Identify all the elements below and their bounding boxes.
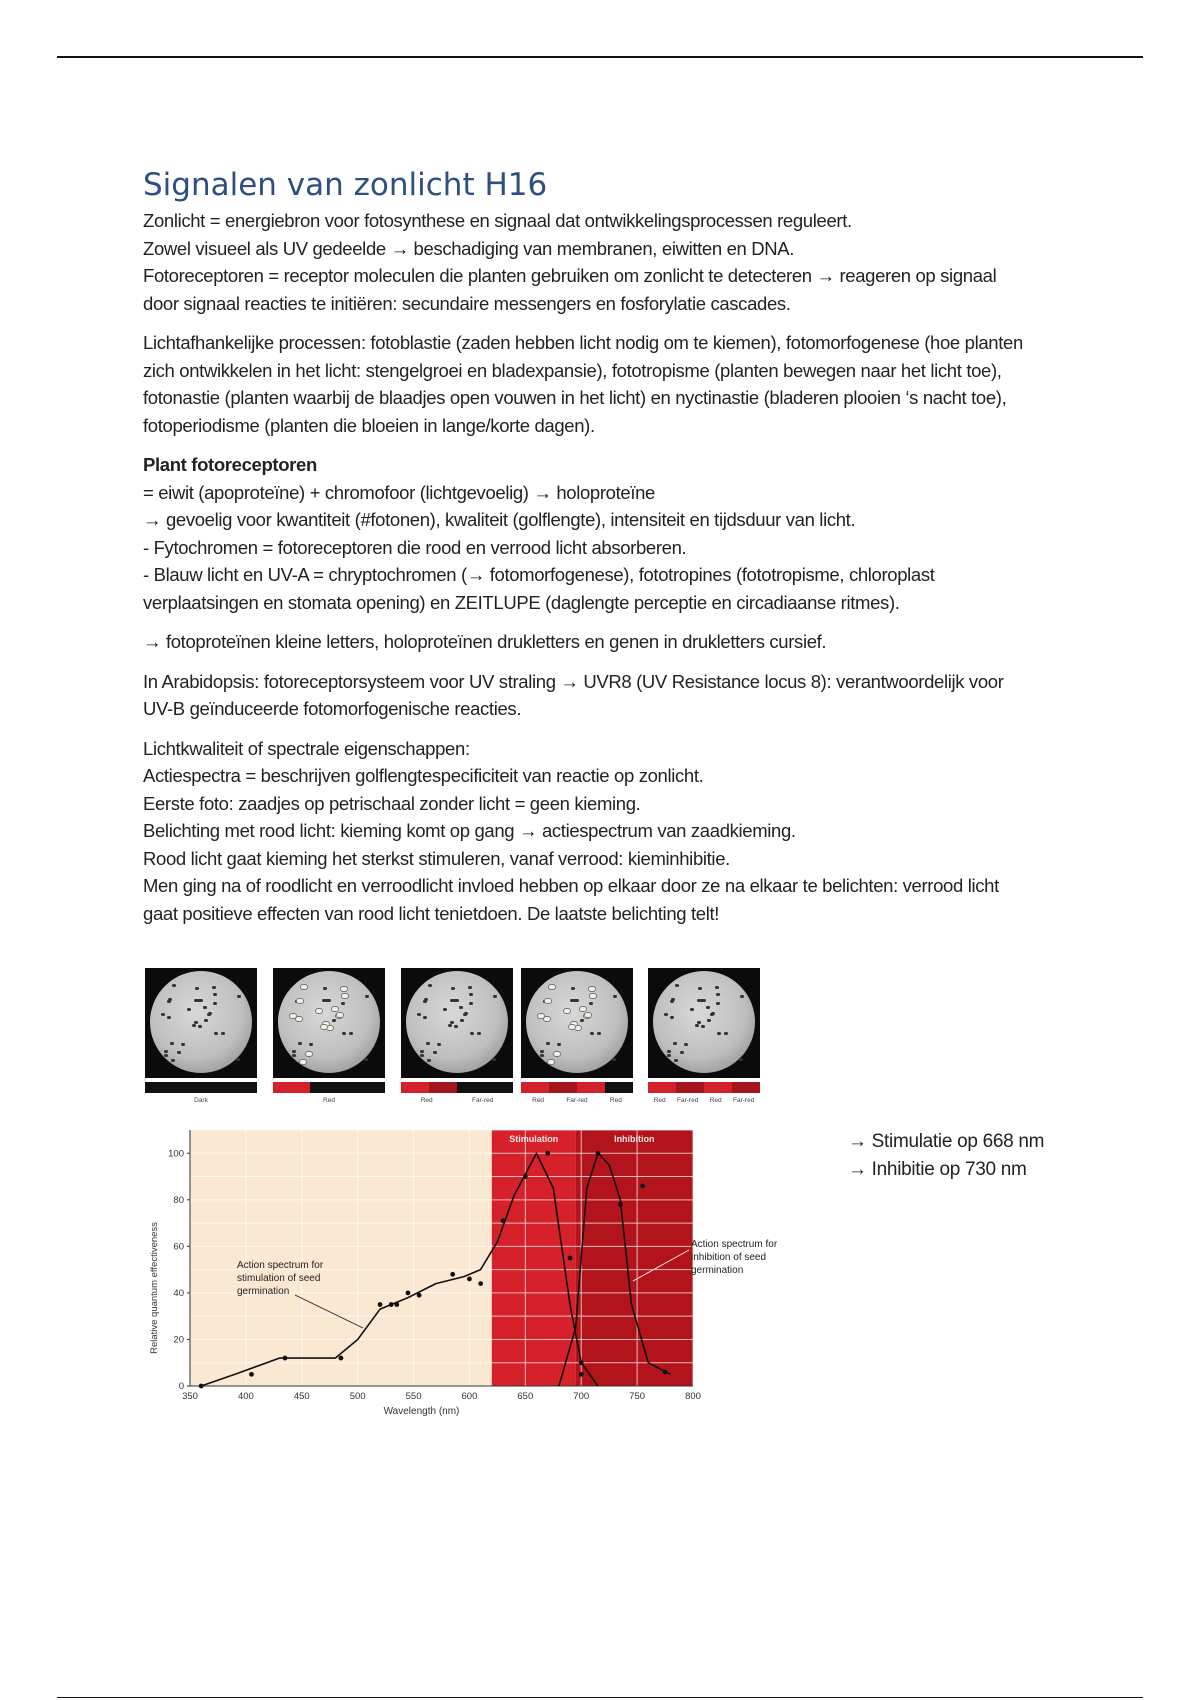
text-line: fotonastie (planten waarbij de blaadjes open vouwen in het licht) en nyctinastie (bladeren plooien ‘s nacht toe), [143, 387, 1007, 408]
annotation-inhibition: inhibition of seed [691, 1252, 767, 1263]
treatment-label: Red [420, 1097, 433, 1104]
section-heading: Plant fotoreceptoren [143, 454, 317, 475]
text-line: gaat positieve effecten van rood licht tenietdoen. De laatste belichting telt! [143, 902, 720, 924]
petri-dish [648, 968, 760, 1108]
text-line: Actiespectra = beschrijven golflengtespecificiteit van reactie op zonlicht. [143, 765, 704, 786]
y-tick-label: 20 [173, 1334, 184, 1346]
petri-plate-image [145, 968, 257, 1078]
text-line: Zowel visueel als UV gedeelde → beschadiging van membranen, eiwitten en DNA. [143, 237, 795, 259]
treatment-label: Dark [194, 1097, 208, 1104]
annotation-stimulation: Action spectrum for [237, 1260, 324, 1271]
data-point-stimulation [394, 1302, 399, 1307]
y-tick-label: 0 [178, 1381, 184, 1392]
note-stimulation: → Stimulatie op 668 nm [848, 1131, 1045, 1152]
data-point-stimulation [339, 1356, 344, 1361]
text-line: Fotoreceptoren = receptor moleculen die planten gebruiken om zonlicht te detecteren → reageren op signaal [143, 265, 997, 286]
plot-background [190, 1130, 492, 1386]
data-point-stimulation [523, 1174, 528, 1179]
data-point-inhibition [640, 1183, 645, 1188]
treatment-labels [145, 1097, 257, 1104]
text-line: - Blauw licht en UV-A = chryptochromen (→ fotomorfogenese), fototropines (fototropisme, chloroplast [143, 564, 935, 585]
data-point-stimulation [579, 1360, 584, 1365]
text-line: fotoperiodisme (planten die bloeien in lange/korte dagen). [143, 414, 595, 436]
chart-svg [145, 1123, 778, 1428]
text-line: Belichting met rood licht: kieming komt op gang → actiespectrum van zaadkieming. [143, 820, 796, 841]
note-inhibition: → Inhibitie op 730 nm [848, 1159, 1027, 1180]
paragraph-intro [143, 207, 1063, 317]
data-point-stimulation [199, 1384, 204, 1389]
y-tick-label: 100 [168, 1148, 184, 1160]
x-tick-label: 400 [237, 1391, 254, 1402]
text-line: Men ging na of roodlicht en verroodlicht invloed hebben op elkaar door ze na elkaar te belichten: verrood licht [143, 875, 999, 896]
data-point-inhibition [596, 1151, 601, 1156]
data-point-stimulation [283, 1356, 288, 1361]
treatment-label: Far-red [733, 1097, 755, 1104]
header-rule [57, 56, 1143, 58]
text-line: verplaatsingen en stomata opening) en ZEITLUPE (daglengte perceptie en circadiaanse ritmes). [143, 591, 900, 613]
y-axis-label: Relative quantum effectiveness [149, 1222, 160, 1354]
x-tick-label: 600 [461, 1391, 478, 1402]
text-line: = eiwit (apoproteïne) + chromofoor (lichtgevoelig) → holoproteïne [143, 481, 655, 503]
paragraph-photoreceptors [143, 451, 1063, 616]
text-line: UV-B geïnduceerde fotomorfogenische reacties. [143, 698, 522, 719]
region-label: Inhibition [614, 1134, 655, 1144]
x-tick-label: 550 [405, 1391, 422, 1402]
x-tick-label: 800 [685, 1391, 701, 1402]
data-point-stimulation [406, 1291, 411, 1296]
action-spectrum-chart [145, 1123, 778, 1428]
treatment-label: Far-red [677, 1097, 699, 1104]
spectrum-notes [848, 1128, 1044, 1184]
light-treatment-bar [145, 1082, 257, 1093]
treatment-label: Far-red [472, 1097, 494, 1104]
document-body [143, 165, 1063, 939]
data-point-stimulation [478, 1281, 483, 1286]
treatment-label: Red [709, 1097, 722, 1104]
x-tick-label: 450 [293, 1391, 310, 1402]
y-tick-label: 60 [173, 1241, 184, 1253]
paragraph-notation [143, 628, 1063, 656]
paragraph-light-quality [143, 735, 1063, 928]
footer-rule [57, 1697, 1143, 1698]
petri-dish-figure [145, 968, 765, 1108]
treatment-labels [401, 1097, 513, 1104]
data-point-stimulation [389, 1302, 394, 1307]
data-point-inhibition [663, 1370, 668, 1375]
x-tick-label: 350 [182, 1391, 198, 1402]
treatment-label: Red [653, 1097, 666, 1104]
light-treatment-bar [521, 1082, 633, 1093]
treatment-labels [521, 1097, 633, 1104]
text-line: zich ontwikkelen in het licht: stengelgroei en bladexpansie), fototropisme (planten bewegen naar het licht toe), [143, 359, 1002, 381]
x-tick-label: 650 [517, 1391, 534, 1402]
petri-plate-image [521, 968, 633, 1078]
x-tick-label: 700 [573, 1391, 590, 1402]
annotation-inhibition: Action spectrum for [691, 1239, 778, 1250]
data-point-stimulation [568, 1256, 573, 1261]
data-point-stimulation [450, 1272, 455, 1277]
data-point-stimulation [467, 1277, 472, 1282]
text-line: Lichtafhankelijke processen: fotoblastie (zaden hebben licht nodig om te kiemen), fotomorfogenese (hoe planten [143, 332, 1023, 353]
treatment-labels [648, 1097, 760, 1104]
petri-plate-image [273, 968, 385, 1078]
treatment-label: Far-red [566, 1097, 588, 1104]
x-tick-label: 500 [349, 1391, 366, 1402]
x-tick-label: 750 [629, 1391, 646, 1402]
treatment-label: Red [609, 1097, 622, 1104]
annotation-inhibition: germination [691, 1265, 744, 1276]
treatment-label: Red [532, 1097, 545, 1104]
text-line: → gevoelig voor kwantiteit (#fotonen), kwaliteit (golflengte), intensiteit en tijdsduur van licht. [143, 509, 856, 530]
data-point-stimulation [249, 1372, 254, 1377]
page-title: Signalen van zonlicht H16 [143, 167, 548, 203]
data-point-stimulation [545, 1151, 550, 1156]
data-point-inhibition [618, 1202, 623, 1207]
light-treatment-bar [401, 1082, 513, 1093]
text-line: In Arabidopsis: fotoreceptorsysteem voor UV straling → UVR8 (UV Resistance locus 8): verantwoordelijk voor [143, 670, 1004, 692]
annotation-stimulation: stimulation of seed [237, 1273, 321, 1284]
text-line: Zonlicht = energiebron voor fotosynthese en signaal dat ontwikkelingsprocessen reguleert. [143, 210, 852, 231]
data-point-stimulation [417, 1293, 422, 1298]
data-point-inhibition [579, 1372, 584, 1377]
petri-plate-image [401, 968, 513, 1078]
paragraph-processes [143, 329, 1063, 439]
y-tick-label: 40 [173, 1287, 184, 1299]
petri-dish [521, 968, 633, 1108]
text-line: Rood licht gaat kieming het sterkst stimuleren, vanaf verrood: kieminhibitie. [143, 847, 730, 869]
light-treatment-bar [273, 1082, 385, 1093]
data-point-stimulation [378, 1302, 383, 1307]
region-label: Stimulation [509, 1134, 559, 1144]
text-line: Lichtkwaliteit of spectrale eigenschappen: [143, 737, 470, 759]
petri-dish [145, 968, 257, 1108]
light-treatment-bar [648, 1082, 760, 1093]
x-axis-label: Wavelength (nm) [383, 1406, 460, 1417]
petri-dish [273, 968, 385, 1108]
y-tick-label: 80 [173, 1194, 184, 1206]
text-line: Eerste foto: zaadjes op petrischaal zonder licht = geen kieming. [143, 792, 641, 814]
data-point-stimulation [501, 1218, 506, 1223]
treatment-label: Red [323, 1097, 335, 1104]
text-line: → fotoproteïnen kleine letters, holoproteïnen drukletters en genen in drukletters cursief. [143, 631, 827, 652]
text-line: - Fytochromen = fotoreceptoren die rood en verrood licht absorberen. [143, 536, 687, 558]
annotation-stimulation: germination [237, 1286, 290, 1297]
petri-dish [401, 968, 513, 1108]
petri-plate-image [648, 968, 760, 1078]
text-line: door signaal reacties te initiëren: secundaire messengers en fosforylatie cascades. [143, 292, 791, 314]
treatment-labels [273, 1097, 385, 1104]
paragraph-uvr8 [143, 668, 1063, 723]
